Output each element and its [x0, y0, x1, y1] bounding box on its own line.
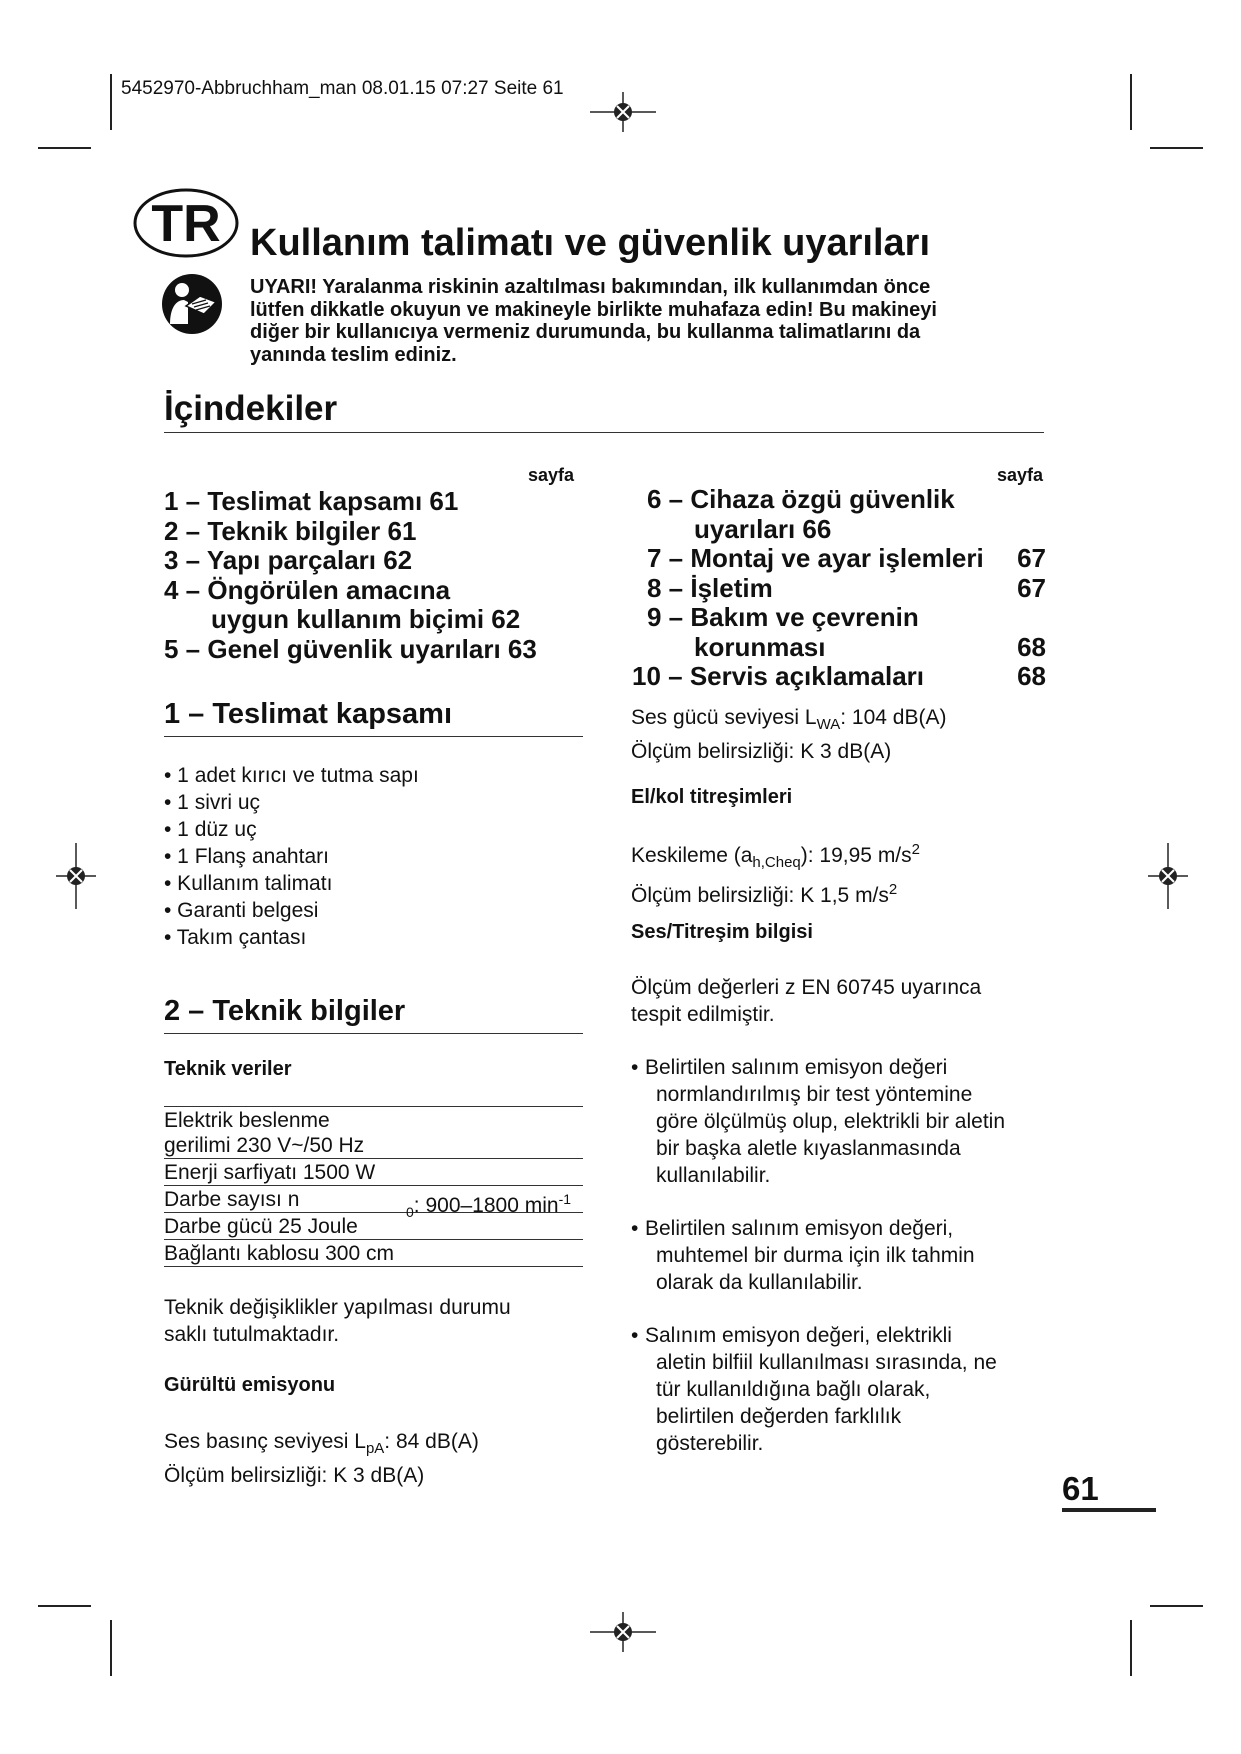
info-bullet-1: • Belirtilen salınım emisyon değeri normlandırılmış bir test yöntemine göre ölçülmüş olup, elektrikli bir aletin bir başka aletle kıyaslanmasında kullanılabilir.: [631, 1056, 1005, 1187]
toc-page-number: 67: [1017, 543, 1046, 573]
toc-item[interactable]: 8 – İşletim 67: [647, 572, 1046, 603]
toc-item[interactable]: 4 – Öngörülen amacına: [164, 574, 451, 605]
warning-text: [250, 276, 1040, 366]
tr-language-badge: [132, 187, 240, 259]
page-number-rule: [1062, 1508, 1156, 1512]
list-item: • 1 düz uç: [164, 818, 257, 841]
toc-left-column: [164, 487, 584, 664]
measurement-note: Ölçüm değerleri z EN 60745 uyarınca tespit edilmiştir.: [631, 976, 982, 1026]
warning-line: UYARI! Yaralanma riskinin azaltılması bakımından, ilk kullanımdan önce: [250, 276, 931, 298]
toc-item[interactable]: uyarıları 66: [694, 513, 832, 544]
tr-badge-text: TR: [151, 195, 221, 253]
vibration-values: Keskileme $(a_{h,Cheq})$: 19,95 $m/s^2$ Ölçüm belirsizliği: K 1,5 $m/s^2$: [631, 841, 920, 908]
info-bullet-2: • Belirtilen salınım emisyon değeri, muhtemel bir durma için ilk tahmin olarak da kullanılabilir.: [631, 1217, 975, 1294]
toc-rule: [164, 432, 1044, 433]
warning-line: lütfen dikkatle okuyun ve makineyle birlikte muhafaza edin! Bu makineyi: [250, 298, 937, 321]
toc-page-number: 68: [1017, 631, 1046, 662]
list-item: • 1 Flanş anahtarı: [164, 845, 329, 868]
registration-mark-right: [1148, 843, 1188, 909]
list-item: • Takım çantası: [164, 926, 307, 949]
table-cell: Elektrik beslenme: [164, 1109, 330, 1132]
warning-line: yanında teslim ediniz.: [250, 343, 457, 366]
toc-item[interactable]: 1 – Teslimat kapsamı 61: [164, 486, 459, 516]
table-cell: gerilimi 230 V~/50 Hz: [164, 1134, 365, 1157]
list-item: • 1 sivri uç: [164, 791, 261, 814]
toc-heading: İçindekiler: [164, 389, 338, 428]
section-heading-delivery: 1 – Teslimat kapsamı: [164, 698, 453, 730]
sound-vibration-info-label: Ses/Titreşim bilgisi: [631, 921, 813, 943]
info-bullet-3: • Salınım emisyon değeri, elektrikli aletin bilfiil kullanılması sırasında, ne tür kullanıldığına bağlı olarak, belirtilen değerden farklılık gösterebilir.: [631, 1324, 997, 1455]
sound-power-values: Ses gücü seviyesi $L_{WA}$: 104 dB(A) Ölçüm belirsizliği: K 3 dB(A): [631, 706, 947, 764]
toc-page-number: 68: [1017, 661, 1046, 691]
tech-change-note: Teknik değişiklikler yapılması durumu saklı tutulmaktadır.: [164, 1296, 511, 1346]
toc-page-label-right: sayfa: [997, 465, 1044, 485]
table-cell: Darbe gücü 25 Joule: [164, 1213, 583, 1240]
registration-mark-left: [56, 843, 96, 909]
section-rule: [164, 736, 583, 737]
delivery-list: [164, 762, 419, 951]
toc-item[interactable]: 10 – Servis açıklamaları 68: [632, 661, 1046, 691]
list-item: • 1 adet kırıcı ve tutma sapı: [164, 764, 419, 787]
toc-item[interactable]: uygun kullanım biçimi 62: [211, 604, 521, 634]
registration-mark-top: [590, 92, 656, 132]
list-item: • Kullanım talimatı: [164, 872, 333, 895]
page-number: 61: [1062, 1470, 1099, 1507]
table-row: [164, 1186, 583, 1213]
read-manual-icon: [160, 272, 224, 336]
table-row: [164, 1107, 583, 1159]
section-rule: [164, 1033, 583, 1034]
noise-emission-label: Gürültü emisyonu: [164, 1374, 336, 1396]
toc-right-column: [632, 485, 1046, 692]
list-item: • Garanti belgesi: [164, 899, 319, 922]
tech-data-table: [164, 1106, 583, 1267]
toc-item[interactable]: 9 – Bakım ve çevrenin: [647, 602, 919, 632]
noise-pressure-values: Ses basınç seviyesi $L_{pA}$: 84 dB(A) Ölçüm belirsizliği: K 3 dB(A): [164, 1430, 479, 1488]
table-cell: Bağlantı kablosu 300 cm: [164, 1240, 583, 1267]
warning-line: diğer bir kullanıcıya vermeniz durumunda, bu kullanma talimatlarını da: [250, 321, 921, 343]
tech-data-label: Teknik veriler: [164, 1058, 292, 1080]
toc-item[interactable]: 3 – Yapı parçaları 62: [164, 545, 413, 575]
registration-mark-bottom: [590, 1612, 656, 1652]
toc-page-number: 67: [1017, 572, 1046, 603]
table-row: [164, 1240, 583, 1267]
table-cell: Darbe sayısı n $_0$: 900–1800 $\min^{-1}$: [164, 1186, 583, 1213]
table-row: [164, 1159, 583, 1186]
toc-item[interactable]: 6 – Cihaza özgü güvenlik: [647, 484, 955, 514]
toc-item[interactable]: 7 – Montaj ve ayar işlemleri 67: [647, 543, 1046, 573]
print-header: 5452970-Abbruchham_man 08.01.15 07:27 Seite 61: [121, 78, 564, 99]
vibration-label: El/kol titreşimleri: [631, 786, 793, 808]
toc-item[interactable]: 5 – Genel güvenlik uyarıları 63: [164, 633, 537, 664]
page-title: Kullanım talimatı ve güvenlik uyarıları: [250, 222, 931, 264]
toc-item[interactable]: korunması 68: [694, 631, 1046, 662]
section-heading-tech: 2 – Teknik bilgiler: [164, 995, 406, 1027]
table-cell: Enerji sarfiyatı 1500 W: [164, 1159, 583, 1186]
toc-item[interactable]: 2 – Teknik bilgiler 61: [164, 515, 417, 546]
toc-page-label-left: sayfa: [528, 465, 575, 485]
